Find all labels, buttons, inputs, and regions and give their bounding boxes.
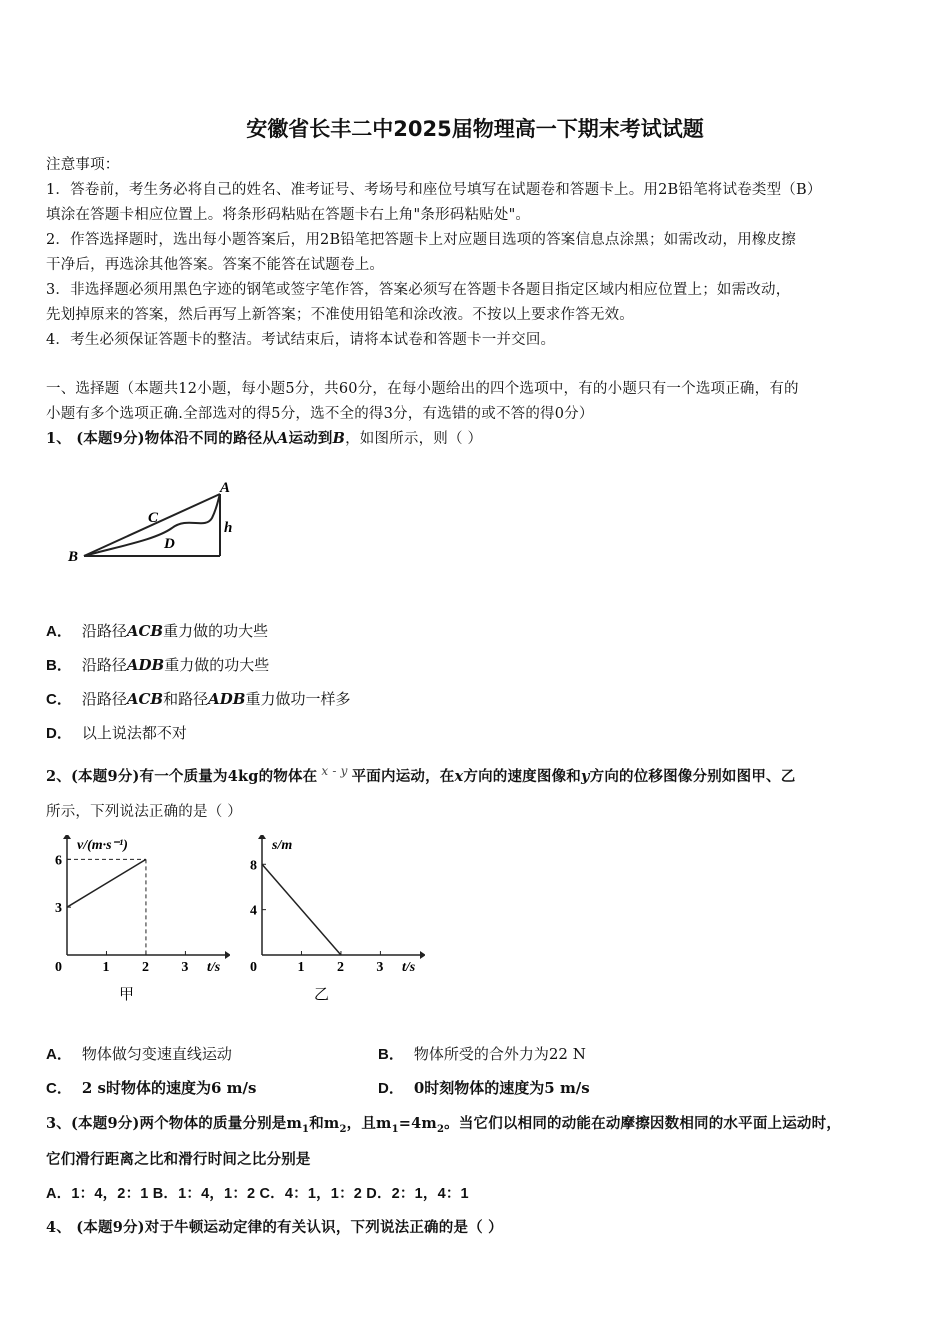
label-b: B [68, 549, 79, 565]
notice-line: 1．答卷前，考生务必将自己的姓名、准考证号、考场号和座位号填写在试题卷和答题卡上。用2B铅笔将试卷类型（B） [46, 182, 822, 198]
y-axis-arrow [258, 835, 266, 839]
notice-line: 填涂在答题卡相应位置上。将条形码粘贴在答题卡右上角"条形码粘贴处"。 [46, 207, 531, 223]
data-line [67, 859, 146, 907]
x-tick-label: 2 [336, 960, 344, 975]
x-axis-arrow [420, 951, 425, 959]
question-4-stem: 4、 (本题9分)对于牛顿运动定律的有关认识，下列说法正确的是（ ） [46, 1219, 503, 1236]
q1-option-d[interactable]: D． 以上说法都不对 [46, 724, 187, 742]
notice-line: 先划掉原来的答案，然后再写上新答案；不准使用铅笔和涂改液。不按以上要求作答无效。 [46, 307, 634, 323]
x-tick-label: 3 [376, 960, 384, 975]
chart-caption: 甲 [119, 987, 135, 1003]
q2-option-d[interactable]: D． 0时刻物体的速度为5 m/s [378, 1079, 590, 1097]
y-tick-label: 6 [55, 853, 62, 869]
q1-option-c[interactable]: C． 沿路径ACB和路径ADB重力做功一样多 [46, 690, 351, 708]
x-tick-label: 3 [181, 960, 189, 975]
x-axis-label: t/s [207, 960, 221, 975]
x-axis-label: t/s [402, 960, 416, 975]
section-heading: 一、选择题（本题共12小题，每小题5分，共60分，在每小题给出的四个选项中，有的小题只有一个选项正确，有的 [46, 381, 799, 397]
notice-line: 3．非选择题必须用黑色字迹的钢笔或签字笔作答，答案必须写在答题卡各题目指定区域内相应位置上；如需改动， [46, 282, 791, 298]
question-3-options[interactable]: A．1：4，2：1 B．1：4，1：2 C．4：1，1：2 D．2：1，4：1 [46, 1186, 469, 1202]
y-tick-label: 3 [55, 901, 62, 917]
label-c: C [148, 510, 159, 526]
question-3-stem-line2: 它们滑行距离之比和滑行时间之比分别是 [46, 1151, 311, 1168]
chart-caption: 乙 [314, 987, 330, 1003]
notice-line: 4．考生必须保证答题卡的整洁。考试结束后，请将本试卷和答题卡一并交回。 [46, 332, 556, 348]
q2-option-c[interactable]: C． 2 s时物体的速度为6 m/s [46, 1079, 257, 1097]
x-tick-label: 0 [55, 960, 62, 975]
x-tick-label: 2 [141, 960, 149, 975]
chart-velocity [50, 835, 230, 1005]
y-axis-label: v/(m·s⁻¹) [77, 838, 128, 853]
y-axis-label: s/m [272, 838, 293, 853]
q2-option-a[interactable]: A． 物体做匀变速直线运动 [46, 1045, 232, 1063]
q1-option-b[interactable]: B． 沿路径ADB重力做的功大些 [46, 656, 270, 674]
y-tick-label: 4 [250, 903, 257, 919]
x-tick-label: 1 [297, 960, 305, 975]
question-1-figure [60, 470, 250, 570]
question-3-stem: 3、(本题9分)两个物体的质量分别是$m_1$和$m_2$，且$m_1=4m_2$。当它们以相同的动能在动摩擦因数相同的水平面上运动时， [46, 1115, 842, 1135]
y-tick-label: 8 [250, 858, 257, 874]
label-d: D [164, 536, 175, 552]
question-1-stem: 1、 (本题9分)物体沿不同的路径从A运动到B，如图所示，则（ ） [46, 430, 483, 447]
page-title: 安徽省长丰二中2025届物理高一下期末考试试题 [246, 117, 704, 141]
data-line [262, 864, 341, 955]
question-2-stem-line2: 所示，下列说法正确的是（ ） [46, 804, 242, 820]
x-axis-arrow [225, 951, 230, 959]
section-heading: 小题有多个选项正确.全部选对的得5分，选不全的得3分，有选错的或不答的得0分） [46, 406, 594, 422]
question-2-stem: 2、(本题9分)有一个质量为4kg的物体在 $^{x - y}$ 平面内运动，在x方向的速度图像和y方向的位移图像分别如图甲、乙 [46, 764, 796, 785]
notice-heading: 注意事项： [46, 157, 120, 173]
notice-line: 干净后，再选涂其他答案。答案不能答在试题卷上。 [46, 257, 385, 273]
notice-line: 2．作答选择题时，选出每小题答案后，用2B铅笔把答题卡上对应题目选项的答案信息点涂黑；如需改动，用橡皮擦 [46, 232, 797, 248]
chart-displacement [245, 835, 425, 1005]
y-axis-arrow [63, 835, 71, 839]
q1-option-a[interactable]: A． 沿路径ACB重力做的功大些 [46, 622, 269, 640]
x-tick-label: 0 [250, 960, 257, 975]
q2-option-b[interactable]: B． 物体所受的合外力为22 N [378, 1045, 586, 1063]
label-a: A [220, 480, 231, 496]
x-tick-label: 1 [102, 960, 110, 975]
label-h: h [224, 520, 233, 536]
